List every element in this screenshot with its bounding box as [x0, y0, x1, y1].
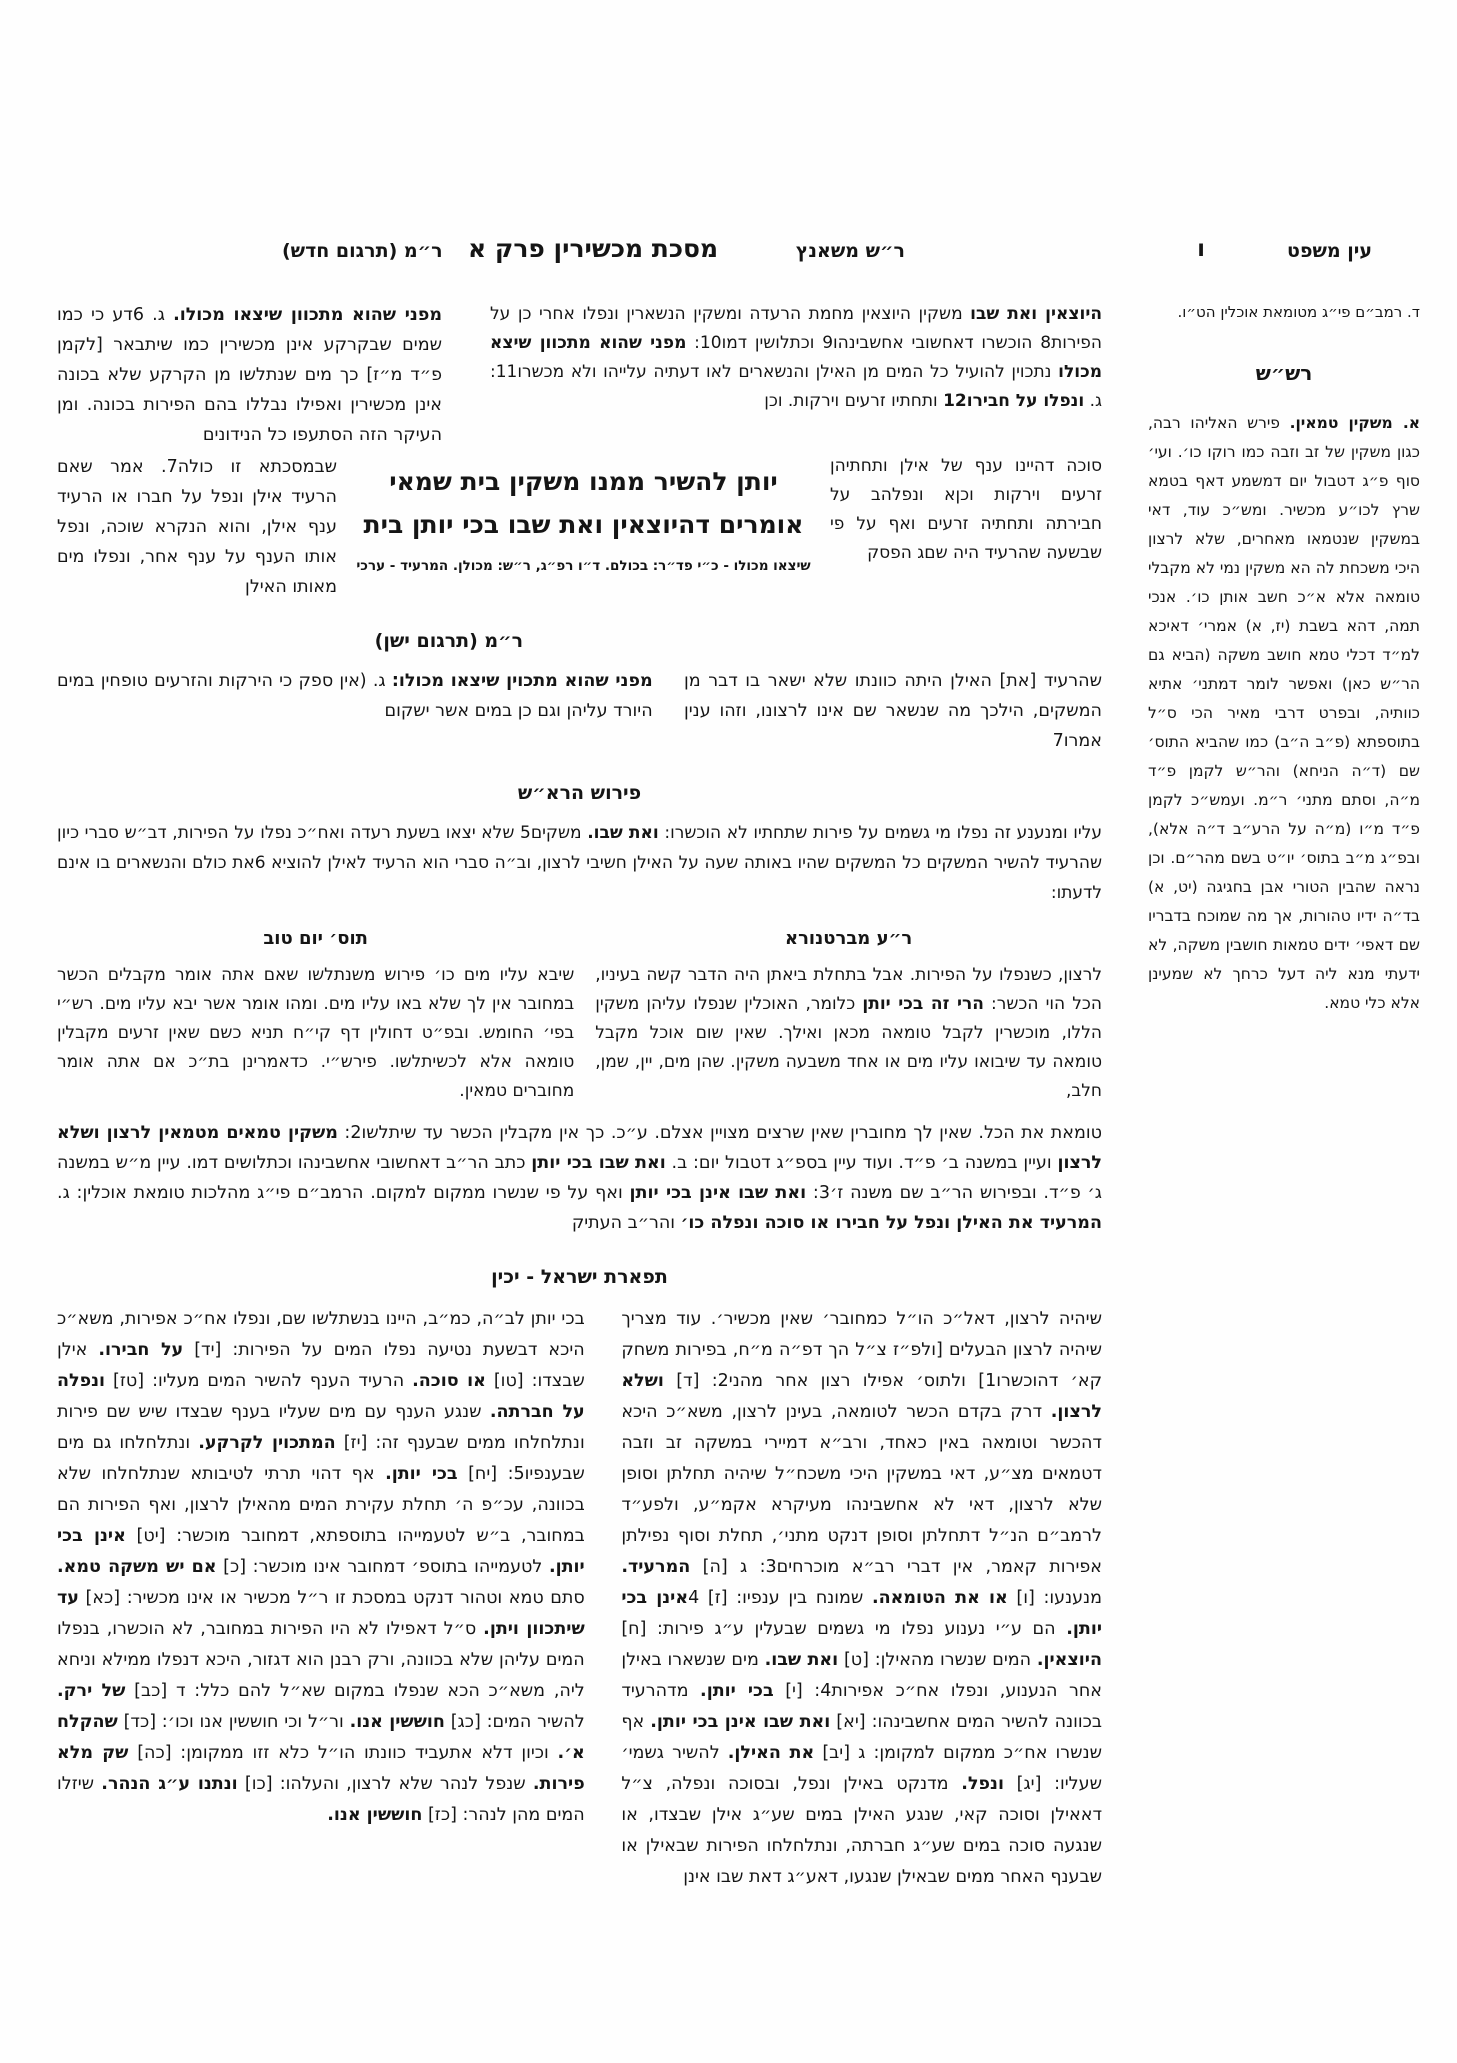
mishnah-text-box — [353, 452, 815, 602]
main-column — [57, 300, 1102, 1893]
targum-yashan-left-column: מפני שהוא מתכוין שיצאו מכולו: ג. (אין ספק כי הירקות והזרעים טופחין במים היורד עליהן וגם כן במים אשר ישקום — [57, 671, 653, 721]
rosh-title: פירוש הרא״ש — [517, 782, 642, 804]
rashash-text: א. משקין טמאין. פירש האליהו רבה, כגון משקין של זב וזבה כמו רוקו כו׳. ועי׳ סוף פ״ג דטבול יום דמשמע דאף בטמא שרץ לכו״ע מכשיר. ומש״כ עוד, דאי במשקין שנטמאו מאחרים, שלא לרצון היכי משכחת לה הא משקין נמי לא מקבלי טומאה אלא א״כ חשב אותן כו׳. אנכי תמה, דהא בשבת (יז, א) אמרי׳ דאיכא למ״ד דכלי טמא חושב משקה (הביא גם הר״ש כאן) ואפשר לומר דמתני׳ אתיא כוותיה, ובפרט דרבי מאיר הכי ס״ל בתוספתא (פ״ב ה״ב) כמו שהביא התוס׳ שם (ד״ה הניחא) והר״ש לקמן פ״ד מ״ה, וסתם מתני׳ ר״מ. ועמש״כ לקמן פ״ד מ״ו (מ״ה על הרע״ב ד״ה אלא), ובפ״ג מ״ב בתוס׳ יו״ט בשם מהר״ם. וכן נראה שהבין הטורי אבן בחגיגה (יט, א) בד״ה ידיו טהורות, אך מה שמוכח בדבריו שם דאפי׳ ידים טמאות חושבין משקה, לא ידעתי מנא ליה דעל כרחך לא שמעינן אלא כלי טמא. — [1148, 414, 1420, 1012]
top-section — [57, 300, 1102, 602]
header-rash-label: ר״ש משאנץ — [795, 240, 905, 262]
mishnah-line-2: אומרים דהיוצאין ואת שבו בכי יותן בית — [363, 510, 804, 539]
tosafot-yom-tov-title: תוס׳ יום טוב — [263, 928, 368, 949]
targum-yashan-columns — [57, 666, 1102, 756]
header-ein-mishpat-label: עין משפט — [1287, 240, 1372, 262]
tiferet-yisrael-right-column: שיהיה לרצון, דאל״כ הו״ל כמחובר׳ שאין מכשיר׳. עוד מצריך שיהיה לרצון הבעלים [ולפ״ז צ״ל הך דפ״ה מ״ח, בפירות משחק קא׳ דהוכשרו1] ולתוס׳ אפילו רצון אחר מהני2: [ד] ושלא לרצון. דרק בקדם הכשר לטומאה, בעינן לרצון, משא״כ היכא דהכשר וטומאה באין כאחד, ורב״א דמיירי במשקה זב וזבה דטמאים מצ״ע, דאי במשקין היכי משכח״ל שיהיה תחלתן וסופן שלא לרצון, דאי לא אחשבינהו מעיקרא אקמ״ע, ולפע״ד לרמב״ם הנ״ל דתחלתן וסופן דנקט מתני׳, תחלת וסוף נפילתן אפירות קאמר, אין דברי רב״א מוכרחים3: ג [ה] המרעיד. מנענעו: [ו] או את הטומאה. שמונח בין ענפיו: [ז] 4אינן בכי יותן. הם ע״י נענוע נפלו מי גשמים שבעלין ע״ג פירות: [ח] היוצאין. המים שנשרו מהאילן: [ט] ואת שבו. מים שנשארו באילן אחר הנענוע, ונפלו אח״כ אפירות4: [י] בכי יותן. מדהרעיד בכוונה להשיר המים אחשבינהו: [יא] ואת שבו אינן בכי יותן. אף שנשרו אח״כ ממקום למקומן: ג [יב] את האילן. להשיר גשמי׳ שעליו: [יג] ונפל. מדנקט באילן ונפל, ובסוכה ונפלה, צ״ל דאאילן וסוכה קאי, שנגע האילן במים שע״ג אילן שבצדו, או שנגעה סוכה במים שע״ג חברתה, ונתלחלחו הפירות שבאילן או שבענף האחר ממים שבאילן שנגעו, דאע״ג דאת שבו אינן — [621, 1309, 1103, 1887]
tosafot-continuation-text: טומאת את הכל. שאין לך מחוברין שאין שרצים מצויין אצלם. ע״כ. כך אין מקבלין הכשר עד שיתלשו2: משקין טמאים מטמאין לרצון ושלא לרצון ועיין במשנה ב׳ פ״ד. ועוד עיין בספ״ג דטבול יום: ב. ואת שבו בכי יותן כתב הר״ב דאחשובי אחשבינהו וכתלושים דמו. עיין מ״ש במשנה ג׳ פ״ד. ובפירוש הר״ב שם משנה ז׳3: ואת שבו אינן בכי יותן ואף על פי שנשרו ממקום למקום. הרמב״ם פי״ג מהלכות טומאת אוכלין: ג. המרעיד את האילן ונפל על חבירו או סוכה ונפלה כו׳ והר״ב העתיק — [57, 1123, 1103, 1233]
tosafot-yom-tov-column — [57, 916, 574, 1106]
targum-yashan-right-column: שהרעיד [את] האילן היתה כוונתו שלא ישאר בו דבר מן המשקים, הילכך מה שנשאר שם אינו לרצונו, וזהו ענין אמרו7 — [684, 671, 1102, 751]
tosafot-yom-tov-text: שיבא עליו מים כו׳ פירוש משנתלשו שאם אתה אומר מקבלים הכשר במחובר אין לך שלא באו עליו מים. ומהו אומר אשר יבא עליו מים. רש״י בפי׳ החומש. ובפ״ט דחולין דף קי״ח תניא כשם שאין זרעים מקבלין טומאה אלא לכשיתלשו. פירש״י. כדאמרינן בת״כ אם אתה אומר מחוברים טמאין. — [57, 965, 575, 1101]
rambam-targum-yashan-section — [57, 630, 1102, 756]
top-row-beside-mishnah — [57, 452, 1102, 602]
ein-mishpat-note: ד. רמב״ם פי״ג מטומאת אוכלין הט״ו. — [1177, 303, 1420, 321]
rosh-text: עליו ומנענע זה נפלו מי גשמים על פירות שתחתיו לא הוכשרו: ואת שבו. משקים5 שלא יצאו בשעת רעדה ואח״כ נפלו על הפירות, דב״ש סברי כיון שהרעיד להשיר המשקים כל המשקים שהיו באותה שעה על האילן חשיבי לרצון, וב״ה סברי הוא הרעיד לאילן להוציא 6את כולם והנשארים בו אינם לדעתו: — [57, 823, 1103, 903]
top-row-full — [57, 300, 1102, 450]
tiferet-yisrael-title: תפארת ישראל - יכין — [491, 1266, 668, 1288]
header-rambam-label: ר״מ (תרגום חדש) — [282, 240, 443, 262]
mishnah-variants-note: שיצאו מכולו - כ״י פד״ר: בכולם. ד״ו רפ״ג, ר״ש: מכולן. המרעיד - ערכי — [356, 558, 811, 574]
rosh-section — [57, 782, 1102, 908]
bartenura-text: לרצון, כשנפלו על הפירות. אבל בתחלת ביאתן היה הדבר קשה בעיניו, הכל הוי הכשר: הרי זה בכי יותן כלומר, האוכלין שנפלו עליהן משקין הללו, מוכשרין לקבל טומאה מכאן ואילך. שאין שום אוכל מקבל טומאה עד שיבואו עליו מים או אחד משבעה משקין. שהן מים, יין, שמן, חלב, — [595, 965, 1102, 1101]
rashash-title: רש״ש — [1255, 361, 1313, 385]
targum-yashan-title: ר״מ (תרגום ישן) — [374, 630, 524, 652]
rambam-chadash-text: מפני שהוא מתכוון שיצאו מכולו. ג. 6דע כי כמו שמים שבקרקע אינן מכשירין כמו שיתבאר [לקמן פ״ד מ״ז] כך מים שנתלשו מן הקרקע שלא בכונה אינן מכשירין ואפילו נבללו בהם הפירות בכונה. ומן העיקר הזה הסתעפו כל הנידונים — [57, 305, 442, 445]
page-header — [0, 236, 1457, 272]
rash-mishantz-continuation: סוכה דהיינו ענף של אילן ותחתיהן זרעים וירקות וכןא ונפלהב על חבירתה ותחתיה זרעים ואף על פי שבשעה שהרעיד היה שםג הפסק — [830, 456, 1102, 563]
bartenura-tosafot-section — [57, 916, 1102, 1106]
page-content — [57, 300, 1420, 1893]
rash-mishantz-text: היוצאין ואת שבו משקין היוצאין מחמת הרעדה ומשקין הנשארין ונפלו אחרי כן על הפירות8 הוכשרו דאחשובי אחשבינהו9 וכתלושין דמו10: מפני שהוא מתכוון שיצא מכולו נתכוין להועיל כל המים מן האילן והנשארים לאו דעתיה עלייהו ולא מכשרו11: ג. ונפלו על חבירו12 ותחתיו זרעים וירקות. וכן — [490, 304, 1103, 411]
header-masechet-title: מסכת מכשירין פרק א — [468, 234, 719, 263]
margin-column — [1148, 300, 1420, 1893]
tosafot-continuation-section — [57, 1118, 1102, 1238]
mishnah-line-1: יותן להשיר ממנו משקין בית שמאי — [389, 467, 778, 496]
bartenura-column — [595, 916, 1102, 1106]
tiferet-yisrael-left-column: בכי יותן לב״ה, כמ״ב, היינו בנשתלשו שם, ונפלו אח״כ אפירות, משא״כ היכא דבשעת נטיעה נפלו המים על הפירות: [יד] על חבירו. אילן שבצדו: [טו] או סוכה. הרעיד הענף להשיר המים מעליו: [טז] ונפלה על חברתה. שנגע הענף עם מים שעליו בענף שבצדו שיש שם פירות ונתלחלחו ממים שבענף זה: [יז] המתכוין לקרקע. ונתלחלחו גם מים שבענפיו5: [יח] בכי יותן. אף דהוי תרתי לטיבותא שנתלחלחו שלא בכוונה, עכ״פ ה׳ תחלת עקירת המים מהאילן לרצון, ואף הפירות הם במחובר, ב״ש לטעמייהו בתוספתא, דמחובר מוכשר: [יט] אינן בכי יותן. לטעמייהו בתוספ׳ דמחובר אינו מוכשר: [כ] אם יש משקה טמא. סתם טמא וטהור דנקט במסכת זו ר״ל מכשיר או אינו מכשיר: [כא] עד שיתכוון ויתן. ס״ל דאפילו לא היו הפירות במחובר, לא הוכשרו, בנפלו המים עליהן שלא בכוונה, ורק רבנן הוא דגזור, היכא דנפלו ממילא וניחא ליה, משא״כ הכא שנפלו במקום שא״ל להם כלל: ד [כב] של ירק. להשיר המים: [כג] חוששין אנו. ור״ל וכי חוששין אנו וכו׳: [כד] שהקלח א׳. וכיון דלא אתעביד כוונתו הו״ל כלא זזו ממקומן: [כה] שק מלא פירות. שנפל לנהר שלא לרצון, והעלהו: [כו] ונתנו ע״ג הנהר. שיזלו המים מהן לנהר: [כז] חוששין אנו. — [57, 1309, 585, 1825]
rambam-chadash-continuation: שבמסכתא זו כולה7. אמר שאם הרעיד אילן ונפל על חברו או הרעיד ענף אילן, והוא הנקרא שוכה, ונפל אותו הענף על ענף אחר, ונפלו מים מאותו האילן — [57, 457, 337, 597]
tiferet-yisrael-columns — [57, 1304, 1102, 1893]
header-page-letter: ו — [1197, 236, 1205, 262]
tiferet-yisrael-section — [57, 1266, 1102, 1893]
bartenura-title: ר״ע מברטנורא — [784, 928, 913, 949]
